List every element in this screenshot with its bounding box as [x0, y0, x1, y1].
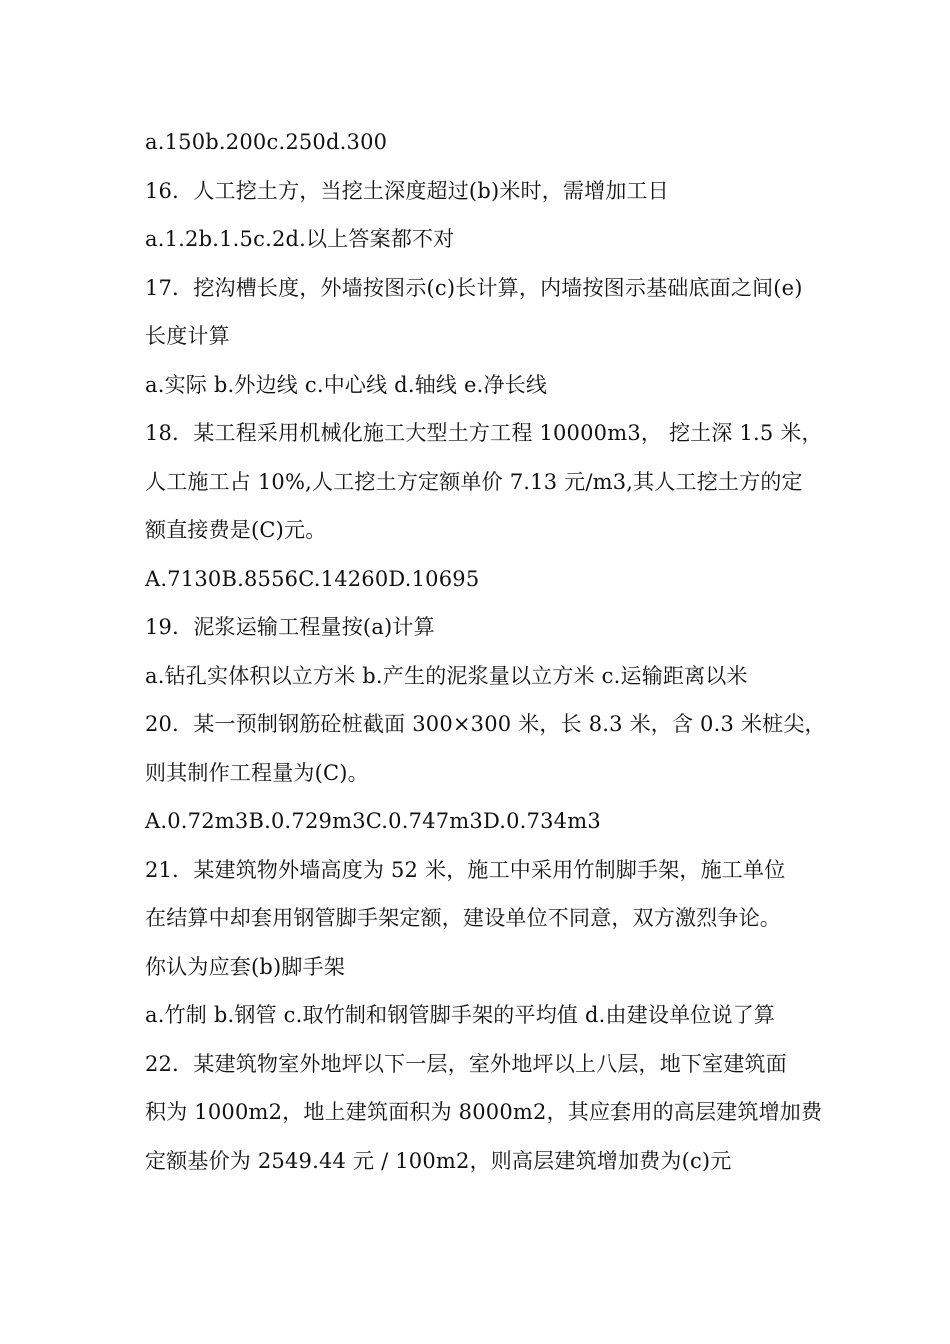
question-18-end: 额直接费是(C)元。: [145, 518, 327, 542]
question-20: 20．某一预制钢筋砼桩截面 300×300 米，长 8.3 米，含 0.3 米桩尖，: [145, 712, 826, 736]
question-18: 18．某工程采用机械化施工大型土方工程 10000m3， 挖土深 1.5 米，: [145, 421, 823, 445]
answer-options-20: A.0.72m3B.0.729m3C.0.747m3D.0.734m3: [145, 809, 601, 833]
question-21-end: 你认为应套(b)脚手架: [145, 954, 346, 979]
text-line: a.150b.200c.250d.300: [145, 130, 388, 154]
question-20-continued: 则其制作工程量为(C)。: [145, 760, 369, 785]
answer-options-19: a.钻孔实体积以立方米 b.产生的泥浆量以立方米 c.运输距离以米: [145, 663, 748, 688]
question-21-continued: 在结算中却套用钢管脚手架定额，建设单位不同意，双方激烈争论。: [145, 906, 781, 930]
question-22-end: 定额基价为 2549.44 元 / 100m2，则高层建筑增加费为(c)元: [145, 1148, 732, 1173]
question-21: 21．某建筑物外墙高度为 52 米，施工中采用竹制脚手架，施工单位: [145, 857, 786, 882]
answer-options-16: a.1.2b.1.5c.2d.以上答案都不对: [145, 227, 455, 251]
question-18-continued: 人工施工占 10%,人工挖土方定额单价 7.13 元/m3,其人工挖土方的定: [145, 469, 803, 494]
question-17-continued: 长度计算: [145, 324, 230, 348]
answer-options-21: a.竹制 b.钢管 c.取竹制和钢管脚手架的平均值 d.由建设单位说了算: [145, 1003, 776, 1027]
answer-options-17: a.实际 b.外边线 c.中心线 d.轴线 e.净长线: [145, 372, 548, 397]
document-body: [145, 118, 826, 1185]
question-19: 19．泥浆运输工程量按(a)计算: [145, 615, 435, 639]
question-17: 17．挖沟槽长度，外墙按图示(c)长计算，内墙按图示基础底面之间(e): [145, 275, 803, 300]
answer-options-18: A.7130B.8556C.14260D.10695: [145, 566, 480, 591]
question-22-continued: 积为 1000m2，地上建筑面积为 8000m2，其应套用的高层建筑增加费: [145, 1100, 823, 1124]
question-16: 16．人工挖土方，当挖土深度超过(b)米时，需增加工日: [145, 178, 669, 203]
question-22: 22．某建筑物室外地坪以下一层，室外地坪以上八层，地下室建筑面: [145, 1051, 787, 1076]
